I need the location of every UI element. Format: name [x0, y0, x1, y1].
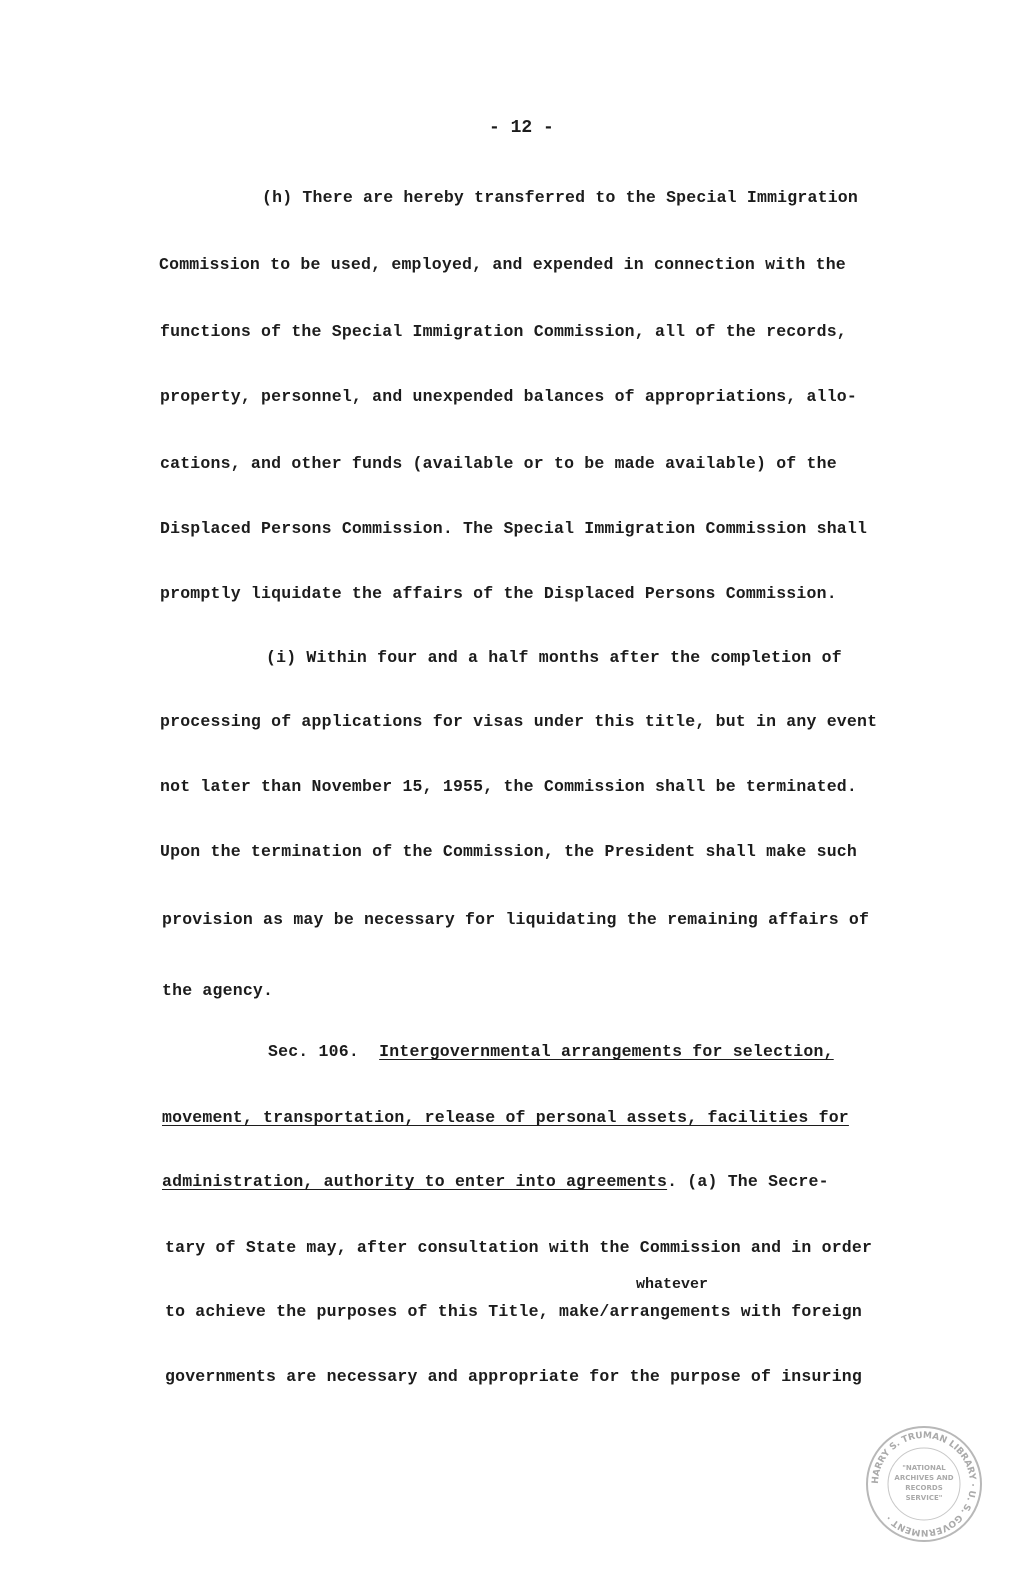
- stamp-center-text: RECORDS: [905, 1484, 943, 1492]
- section-heading-line: [268, 1042, 834, 1062]
- text-line: Commission to be used, employed, and expended in connection with the: [159, 255, 846, 274]
- text-line: (h) There are hereby transferred to the Special Immigration: [262, 188, 858, 207]
- text-line: Displaced Persons Commission. The Special Immigration Commission shall: [160, 519, 868, 538]
- section-heading-line: [162, 1172, 829, 1192]
- text-line: to achieve the purposes of this Title, make/arrangements with foreign: [165, 1302, 863, 1321]
- text-line: Upon the termination of the Commission, the President shall make such: [160, 842, 858, 861]
- stamp-center-text: ARCHIVES AND: [894, 1474, 954, 1482]
- handwritten-insert: whatever: [636, 1276, 709, 1293]
- stamp-ring-text: HARRY S. TRUMAN LIBRARY · U. S. GOVERNMENT ·: [870, 1430, 978, 1538]
- text-line: property, personnel, and unexpended balances of appropriations, allo-: [160, 387, 858, 406]
- section-title-part: administration, authority to enter into agreements: [162, 1172, 668, 1191]
- stamp-center-text: SERVICE": [905, 1494, 943, 1502]
- text-line: the agency.: [162, 981, 274, 1000]
- text-line: governments are necessary and appropriate for the purpose of insuring: [165, 1367, 863, 1386]
- section-heading-line: [162, 1108, 849, 1128]
- text-line: provision as may be necessary for liquidating the remaining affairs of: [162, 910, 870, 929]
- text-line: tary of State may, after consultation with the Commission and in order: [165, 1238, 873, 1257]
- stamp-center-text: "NATIONAL: [902, 1464, 946, 1472]
- page-number: - 12 -: [489, 118, 554, 138]
- text-line: promptly liquidate the affairs of the Displaced Persons Commission.: [160, 584, 837, 603]
- library-stamp: [864, 1424, 984, 1544]
- text-line: cations, and other funds (available or to be made available) of the: [160, 454, 837, 473]
- section-title-part: movement, transportation, release of personal assets, facilities for: [162, 1108, 849, 1127]
- section-title-part: Intergovernmental arrangements for selection,: [379, 1042, 834, 1061]
- text-line: functions of the Special Immigration Commission, all of the records,: [160, 322, 847, 341]
- text-line: not later than November 15, 1955, the Commission shall be terminated.: [160, 777, 858, 796]
- section-number: Sec. 106.: [268, 1042, 359, 1061]
- text-fragment: . (a) The Secre-: [667, 1172, 829, 1191]
- text-line: processing of applications for visas under this title, but in any event: [160, 712, 878, 731]
- text-line: (i) Within four and a half months after the completion of: [266, 648, 842, 667]
